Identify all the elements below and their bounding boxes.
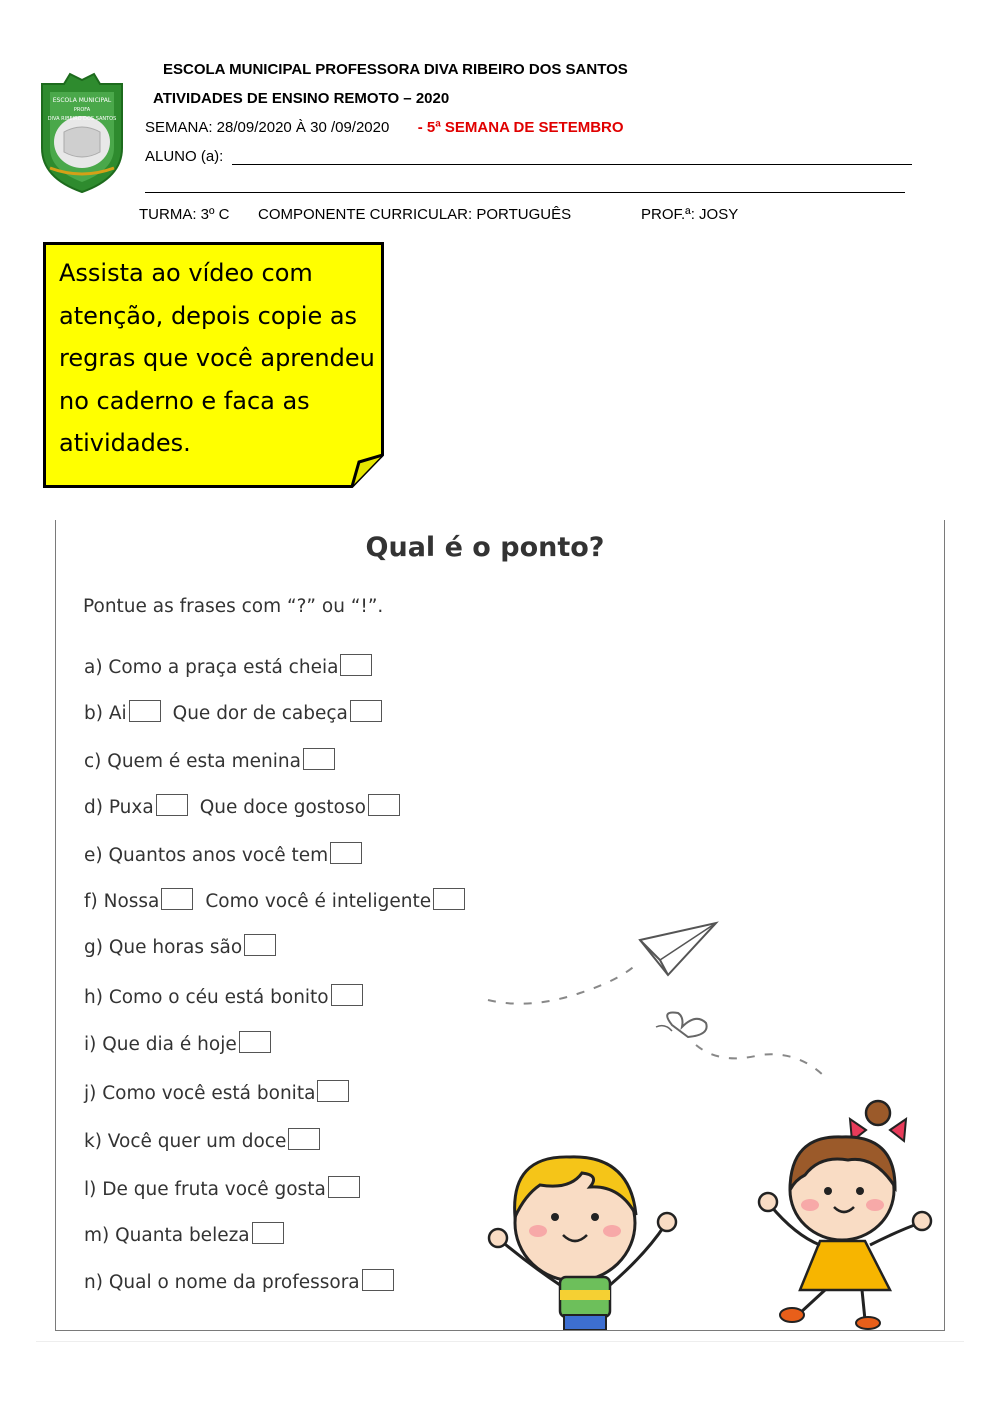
butterfly-icon <box>656 1013 707 1038</box>
question-row <box>84 648 372 678</box>
question-text: g) Que horas são <box>84 937 243 958</box>
svg-text:ESCOLA MUNICIPAL: ESCOLA MUNICIPAL <box>52 97 112 104</box>
answer-box[interactable] <box>303 748 335 770</box>
girl-illustration <box>759 1101 931 1329</box>
activities-title: ATIVIDADES DE ENSINO REMOTO – 2020 <box>153 90 450 107</box>
question-text: Como você é inteligente <box>205 891 432 912</box>
school-crest-logo <box>34 70 130 196</box>
turma: TURMA: 3º C <box>139 206 230 223</box>
question-row <box>84 836 362 866</box>
answer-box[interactable] <box>350 700 382 722</box>
note-text: Assista ao vídeo com atenção, depois copie as regras que você aprendeu no caderno e faca as atividades. <box>59 259 375 457</box>
question-text: a) Como a praça está cheia <box>84 657 339 678</box>
question-text: b) Ai <box>84 703 127 724</box>
answer-box[interactable] <box>156 794 188 816</box>
svg-text:DIVA RIBEIRO DOS SANTOS: DIVA RIBEIRO DOS SANTOS <box>47 116 117 122</box>
question-row <box>84 1216 284 1246</box>
answer-box[interactable] <box>331 984 363 1006</box>
student-name-line-2[interactable] <box>145 192 905 193</box>
answer-box[interactable] <box>433 888 465 910</box>
week-highlight: 5ª SEMANA DE SETEMBRO <box>426 119 624 136</box>
question-row <box>84 882 465 912</box>
page-divider <box>36 1341 964 1342</box>
answer-box[interactable] <box>288 1128 320 1150</box>
question-text: i) Que dia é hoje <box>84 1034 237 1055</box>
question-text: f) Nossa <box>84 891 160 912</box>
sticky-note <box>43 242 383 486</box>
question-row <box>84 1122 320 1152</box>
question-row <box>84 978 363 1008</box>
question-text: e) Quantos anos você tem <box>84 845 329 866</box>
question-row <box>84 1074 349 1104</box>
question-text: l) De que fruta você gosta <box>84 1179 326 1200</box>
question-text: h) Como o céu está bonito <box>84 987 329 1008</box>
answer-box[interactable] <box>330 842 362 864</box>
answer-box[interactable] <box>328 1176 360 1198</box>
week-line <box>145 119 624 136</box>
question-text: Que dor de cabeça <box>172 703 348 724</box>
question-text: Que doce gostoso <box>199 797 366 818</box>
question-text: d) Puxa <box>84 797 154 818</box>
boy-illustration <box>489 1157 676 1330</box>
question-text: k) Você quer um doce <box>84 1131 287 1152</box>
decoration-illustration <box>470 905 950 1330</box>
question-row <box>84 928 276 958</box>
answer-box[interactable] <box>317 1080 349 1102</box>
answer-box[interactable] <box>129 700 161 722</box>
week-dates: SEMANA: 28/09/2020 À 30 /09/2020 <box>145 119 390 136</box>
answer-box[interactable] <box>239 1031 271 1053</box>
question-row <box>84 1025 271 1055</box>
teacher-name: PROF.ª: JOSY <box>641 206 739 223</box>
answer-box[interactable] <box>244 934 276 956</box>
answer-box[interactable] <box>362 1269 394 1291</box>
school-name: ESCOLA MUNICIPAL PROFESSORA DIVA RIBEIRO DOS SANTOS <box>163 61 628 78</box>
answer-box[interactable] <box>368 794 400 816</box>
question-text: m) Quanta beleza <box>84 1225 250 1246</box>
answer-box[interactable] <box>161 888 193 910</box>
question-row <box>84 694 382 724</box>
answer-box[interactable] <box>340 654 372 676</box>
question-row <box>84 788 400 818</box>
week-highlight-dash: - <box>417 119 427 136</box>
question-row <box>84 1170 360 1200</box>
question-text: c) Quem é esta menina <box>84 751 301 772</box>
worksheet-instruction: Pontue as frases com “?” ou “!”. <box>83 596 384 617</box>
answer-box[interactable] <box>252 1222 284 1244</box>
question-row <box>84 1263 394 1293</box>
paper-plane-icon <box>640 923 716 975</box>
svg-text:PROFA: PROFA <box>73 107 91 113</box>
curricular-component: COMPONENTE CURRICULAR: PORTUGUÊS <box>258 206 572 223</box>
worksheet-title: Qual é o ponto? <box>365 532 605 563</box>
student-name-line[interactable] <box>232 164 912 165</box>
question-row <box>84 742 335 772</box>
student-label: ALUNO (a): <box>145 148 224 165</box>
question-text: n) Qual o nome da professora <box>84 1272 360 1293</box>
question-text: j) Como você está bonita <box>84 1083 316 1104</box>
